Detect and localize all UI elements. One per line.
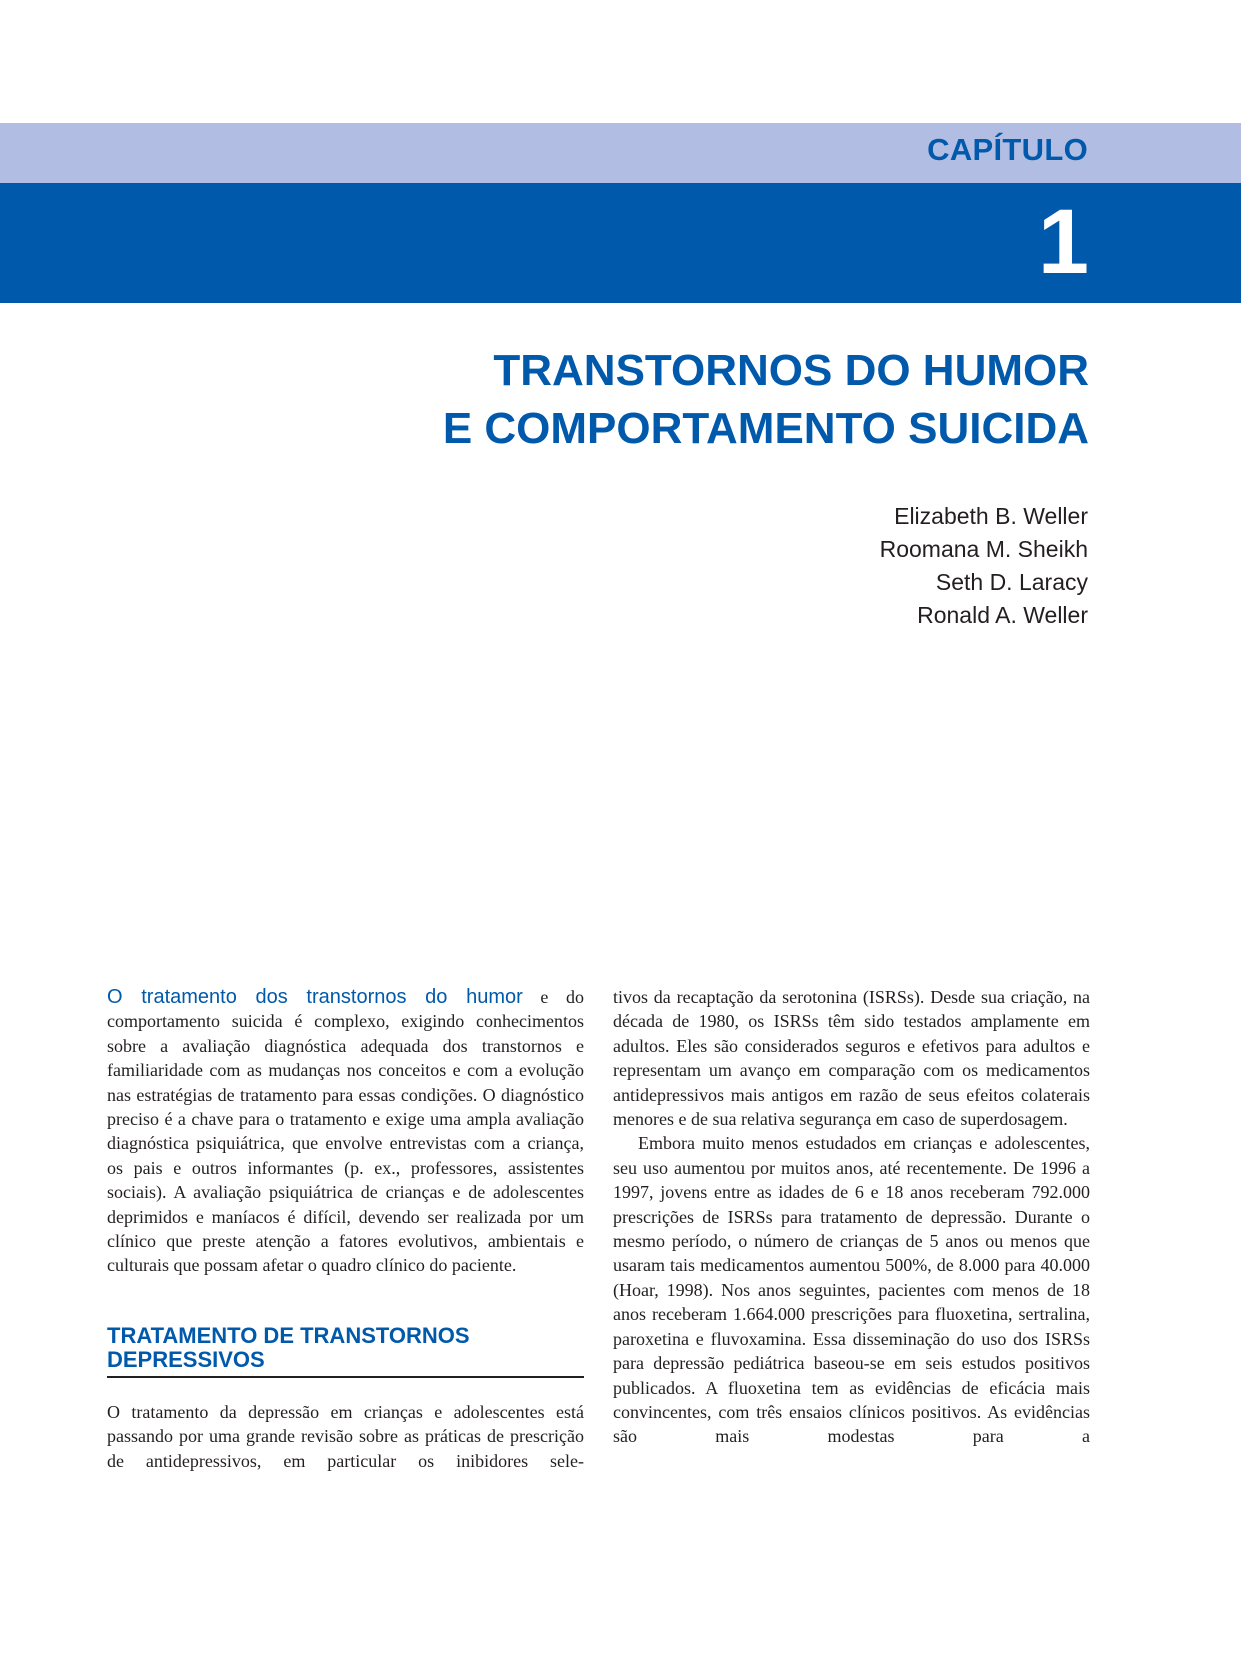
section-heading-line: TRATAMENTO DE TRANSTORNOS — [107, 1322, 470, 1348]
intro-lead-text: O tratamento dos transtornos do humor — [107, 986, 523, 1008]
chapter-number: 1 — [1037, 191, 1089, 293]
author-name: Seth D. Laracy — [935, 569, 1088, 595]
right-column — [613, 985, 1090, 1449]
chapter-label: CAPÍTULO — [927, 132, 1088, 167]
section-heading-line: DEPRESSIVOS — [107, 1346, 265, 1372]
chapter-title — [189, 342, 1089, 458]
author-list — [880, 500, 1088, 632]
left-column — [107, 985, 584, 1473]
section-heading — [107, 1324, 584, 1378]
author-name: Elizabeth B. Weller — [894, 503, 1088, 529]
intro-paragraph — [107, 985, 584, 1278]
intro-body-text: e do comportamento suicida é complexo, exigindo conhecimentos sobre a avaliação diagnóstica adequada dos transtornos e familiaridade com as mudanças nos conceitos e com a evolução nas estratégias de tratamento para essas condições. O diagnóstico preciso é a chave para o tratamento e exige uma ampla avaliação diagnóstica psiquiátrica, que envolve entrevistas com a criança, os pais e outros informantes (p. ex., professores, assistentes sociais). A avaliação psiquiátrica de crianças e de adolescentes deprimidos e maníacos é difícil, devendo ser realizada por um clínico que preste atenção a fatores evolutivos, ambientais e culturais que possam afetar o quadro clínico do paciente. — [107, 987, 584, 1276]
section-paragraph: O tratamento da depressão em crianças e adolescentes está passando por uma grande revisão sobre as práticas de prescrição de antidepressivos, em particular os inibidores sele- — [107, 1401, 584, 1471]
continuation-paragraph: tivos da recaptação da serotonina (ISRSs). Desde sua criação, na década de 1980, os ISRSs têm sido testados amplamente em adultos. Eles são considerados seguros e efetivos para adultos e representam um avanço em comparação com os medicamentos antidepressivos mais antigos em razão de seus efeitos colaterais menores e de sua relativa segurança em caso de superdosagem. — [613, 987, 1090, 1130]
author-name: Ronald A. Weller — [917, 602, 1088, 628]
paragraph: Embora muito menos estudados em crianças e adolescentes, seu uso aumentou por muitos anos, até recentemente. De 1996 a 1997, jovens entre as idades de 6 e 18 anos receberam 792.000 prescrições de ISRSs para tratamento de depressão. Durante o mesmo período, o número de crianças de 5 anos ou menos que usaram tais medicamentos aumentou 500%, de 8.000 para 40.000 (Hoar, 1998). Nos anos seguintes, pacientes com menos de 18 anos receberam 1.664.000 prescrições para fluoxetina, sertralina, paroxetina e fluvoxamina. Essa disseminação do uso dos ISRSs para depressão pediátrica baseou-se em seis estudos positivos publicados. A fluoxetina tem as evidências de eficácia mais convincentes, com três ensaios clínicos positivos. As evidências são mais modestas para a — [613, 1133, 1090, 1447]
author-name: Roomana M. Sheikh — [879, 536, 1088, 562]
chapter-title-line: E COMPORTAMENTO SUICIDA — [442, 404, 1089, 453]
chapter-title-line: TRANSTORNOS DO HUMOR — [493, 346, 1089, 395]
